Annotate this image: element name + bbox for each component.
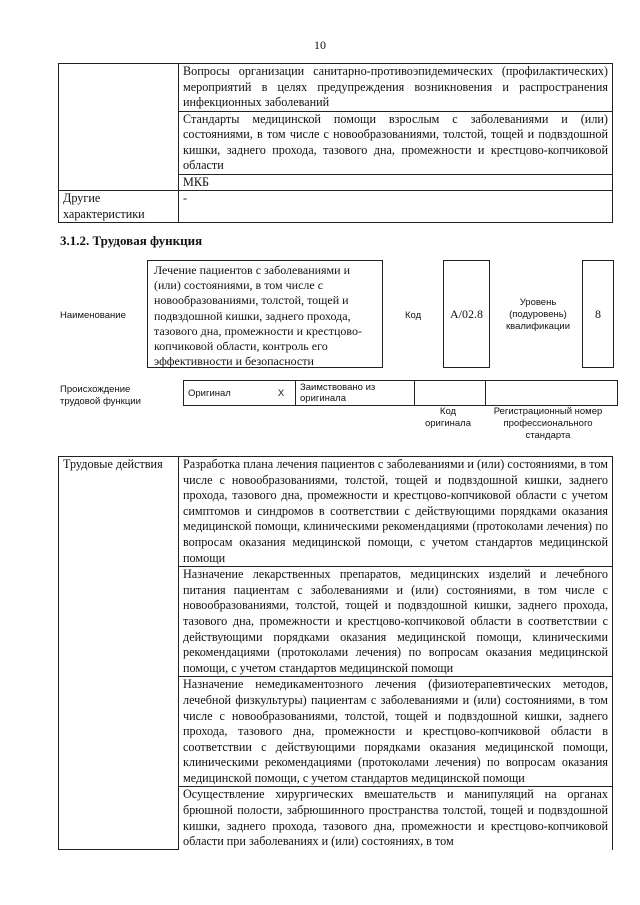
origin-table: [183, 380, 618, 406]
registration-number-cell: [486, 381, 618, 406]
table-cell-label: Другие характеристики: [59, 191, 179, 223]
borrowed-label: Заимствовано из оригинала: [296, 381, 415, 406]
original-mark: X: [267, 381, 296, 406]
actions-label: Трудовые действия: [59, 457, 179, 850]
table-cell-text: Стандарты медицинской помощи взрослым с заболеваниями и (или) состояниями, в том числе с новообразованиями, толстой, тощей и подвздошной кишки, заднего прохода, тазового дна, промежности и крестцово-копчиковой области: [179, 111, 613, 174]
table-row: [59, 457, 613, 567]
action-item: Назначение лекарственных препаратов, медицинских изделий и лечебного питания пациентам с заболеваниями и (или) состояниями, в том числе с новообразованиями, толстой, тощей и подвздошной кишки, заднего прохода, тазового дна, промежности и крестцово-копчиковой области в соответствии с действующими порядками оказания медицинской помощи, клиническими рекомендациями (протоколами лечения) по вопросам оказания медицинской помощи, с учетом стандартов медицинской помощи: [179, 567, 613, 677]
table-cell-empty: [59, 64, 179, 191]
name-label: Наименование: [60, 310, 126, 321]
actions-table: [58, 456, 613, 850]
original-label: Оригинал: [184, 381, 268, 406]
table-row: [59, 191, 613, 223]
function-name-box: Лечение пациентов с заболеваниями и (или) состояниями, в том числе с новообразованиями, толстой, тощей и подвздошной кишки, заднего прохода, тазового дна, промежности и крестцово-копчиковой области, контроль его эффективности и безопасности: [147, 260, 383, 368]
table-row: [184, 381, 618, 406]
action-item: Разработка плана лечения пациентов с заболеваниями и (или) состояниями, в том числе с новообразованиями, толстой, тощей и подвздошной кишки, заднего прохода, тазового дна, промежности и крестцово-копчиковой области с учетом симптомов и синдромов в соответствии с действующими порядками оказания медицинской помощи, клиническими рекомендациями (протоколами лечения) по вопросам оказания медицинской помощи, с учетом стандартов медицинской помощи: [179, 457, 613, 567]
code-caption: Код оригинала: [424, 406, 471, 429]
registration-caption: Регистрационный номер профессионального стандарта: [493, 406, 603, 441]
section-title: 3.1.2. Трудовая функция: [60, 233, 203, 248]
origin-label: Происхождение трудовой функции: [60, 384, 141, 407]
action-item: Осуществление хирургических вмешательств и манипуляций на органах брюшной полости, забрюшинного пространства толстой, тощей и подвздошной кишки, заднего прохода, тазового дна, промежности и крестцово-копчиковой области при заболеваниях и (или) состояниях, в том: [179, 787, 613, 850]
page-number: 10: [314, 38, 326, 52]
table-cell-text: Вопросы организации санитарно-противоэпидемических (профилактических) мероприятий в целях предупреждения возникновения и распространения инфекционных заболеваний: [179, 64, 613, 112]
action-item: Назначение немедикаментозного лечения (физиотерапевтических методов, лечебной физкультуры) пациентам с заболеваниями и (или) состояниями, в том числе с новообразованиями, толстой, тощей и подвздошной кишки, заднего прохода, тазового дна, промежности и крестцово-копчиковой области в соответствии с действующими порядками оказания медицинской помощи, клиническими рекомендациями (протоколами лечения) по вопросам оказания медицинской помощи, с учетом стандартов медицинской помощи: [179, 677, 613, 787]
requirements-table: [58, 63, 613, 223]
function-code-box: A/02.8: [443, 260, 490, 368]
function-level-box: 8: [582, 260, 614, 368]
table-cell-text: -: [179, 191, 613, 223]
code-label: Код: [405, 310, 422, 321]
original-code-cell: [415, 381, 486, 406]
table-row: [59, 64, 613, 112]
level-label: Уровень (подуровень) квалификации: [505, 297, 571, 332]
table-cell-text: МКБ: [179, 174, 613, 191]
